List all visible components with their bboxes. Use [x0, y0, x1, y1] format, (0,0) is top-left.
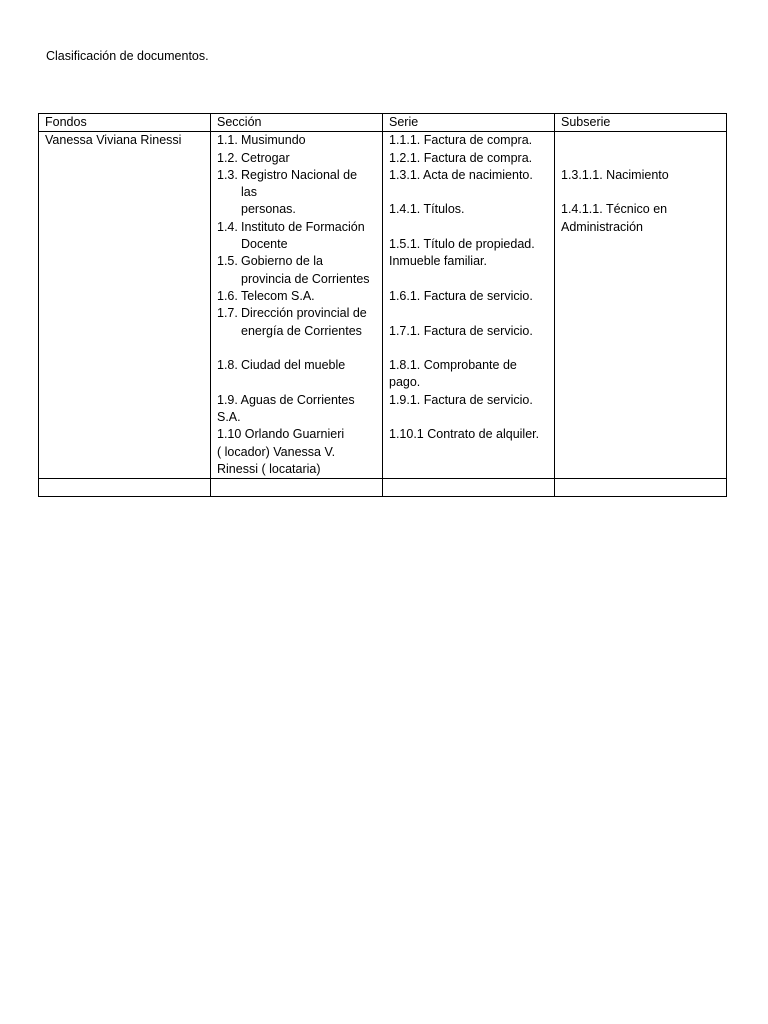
cell-subserie [555, 132, 727, 479]
seccion-item-1-10-cont2: Rinessi ( locataria) [217, 461, 321, 476]
seccion-item-line: Telecom S.A. [241, 288, 315, 303]
seccion-item-text [241, 357, 376, 374]
seccion-item [217, 288, 376, 305]
subserie-item-cont: Administración [561, 219, 643, 234]
empty-cell [555, 479, 727, 497]
seccion-item-text [241, 288, 376, 305]
seccion-item-number: 1.7. [217, 306, 238, 321]
seccion-item-text [241, 253, 376, 288]
empty-cell [39, 479, 211, 497]
serie-item: 1.6.1. Factura de servicio. [389, 288, 533, 303]
seccion-item-line: Dirección provincial de [241, 306, 367, 321]
table-row [39, 132, 727, 479]
seccion-item [217, 132, 376, 149]
header-seccion: Sección [211, 114, 383, 132]
header-subserie: Subserie [555, 114, 727, 132]
cell-serie [383, 132, 555, 479]
header-fondos: Fondos [39, 114, 211, 132]
serie-item: 1.7.1. Factura de servicio. [389, 323, 533, 338]
seccion-item-number: 1.4. [217, 219, 238, 234]
seccion-item-1-10-cont: ( locador) Vanessa V. [217, 444, 336, 459]
cell-seccion [211, 132, 383, 479]
serie-item: 1.10.1 Contrato de alquiler. [389, 427, 540, 442]
seccion-item-1-9-cont: S.A. [217, 410, 241, 425]
seccion-item [217, 253, 376, 288]
seccion-item [217, 357, 376, 374]
document-title: Clasificación de documentos. [46, 49, 209, 63]
fondo-name: Vanessa Viviana Rinessi [45, 133, 182, 148]
seccion-item-text [241, 150, 376, 167]
seccion-item-1-10: 1.10 Orlando Guarnieri [217, 427, 345, 442]
subserie-item: 1.3.1.1. Nacimiento [561, 167, 669, 182]
seccion-item-line: personas. [241, 202, 296, 217]
seccion-item-line: Instituto de Formación [241, 219, 365, 234]
seccion-item-line: Ciudad del mueble [241, 358, 346, 373]
seccion-item-line: Cetrogar [241, 150, 290, 165]
seccion-item [217, 219, 376, 254]
seccion-item-line: energía de Corrientes [241, 323, 362, 338]
seccion-item-line: Docente [241, 237, 288, 252]
serie-item-cont: Inmueble familiar. [389, 254, 487, 269]
seccion-item-number: 1.6. [217, 288, 238, 303]
seccion-item [217, 305, 376, 340]
seccion-item-text [241, 219, 376, 254]
serie-item-cont: pago. [389, 375, 421, 390]
serie-item: 1.3.1. Acta de nacimiento. [389, 167, 533, 182]
seccion-item-text [241, 305, 376, 340]
classification-table [38, 113, 727, 497]
seccion-item-text [241, 167, 376, 219]
serie-item: 1.5.1. Título de propiedad. [389, 237, 535, 252]
empty-cell [383, 479, 555, 497]
subserie-item: 1.4.1.1. Técnico en [561, 202, 668, 217]
serie-item: 1.1.1. Factura de compra. [389, 133, 533, 148]
table-row-empty [39, 479, 727, 497]
seccion-item-1-9: 1.9. Aguas de Corrientes [217, 392, 355, 407]
seccion-list [217, 132, 376, 374]
seccion-item [217, 167, 376, 219]
serie-item: 1.4.1. Títulos. [389, 202, 465, 217]
seccion-item-line: provincia de Corrientes [241, 271, 370, 286]
table-header-row [39, 114, 727, 132]
seccion-item-number: 1.2. [217, 150, 238, 165]
cell-fondos [39, 132, 211, 479]
seccion-item-number: 1.1. [217, 133, 238, 148]
empty-cell [211, 479, 383, 497]
seccion-item-line: Gobierno de la [241, 254, 324, 269]
serie-item: 1.8.1. Comprobante de [389, 358, 517, 373]
seccion-item-line: Registro Nacional de las [241, 167, 358, 200]
seccion-item-line: Musimundo [241, 133, 306, 148]
seccion-item-number: 1.3. [217, 167, 238, 182]
seccion-item [217, 150, 376, 167]
header-serie: Serie [383, 114, 555, 132]
seccion-item-number: 1.5. [217, 254, 238, 269]
seccion-item-number: 1.8. [217, 358, 238, 373]
serie-item: 1.2.1. Factura de compra. [389, 150, 533, 165]
seccion-item-text [241, 132, 376, 149]
serie-item: 1.9.1. Factura de servicio. [389, 392, 533, 407]
